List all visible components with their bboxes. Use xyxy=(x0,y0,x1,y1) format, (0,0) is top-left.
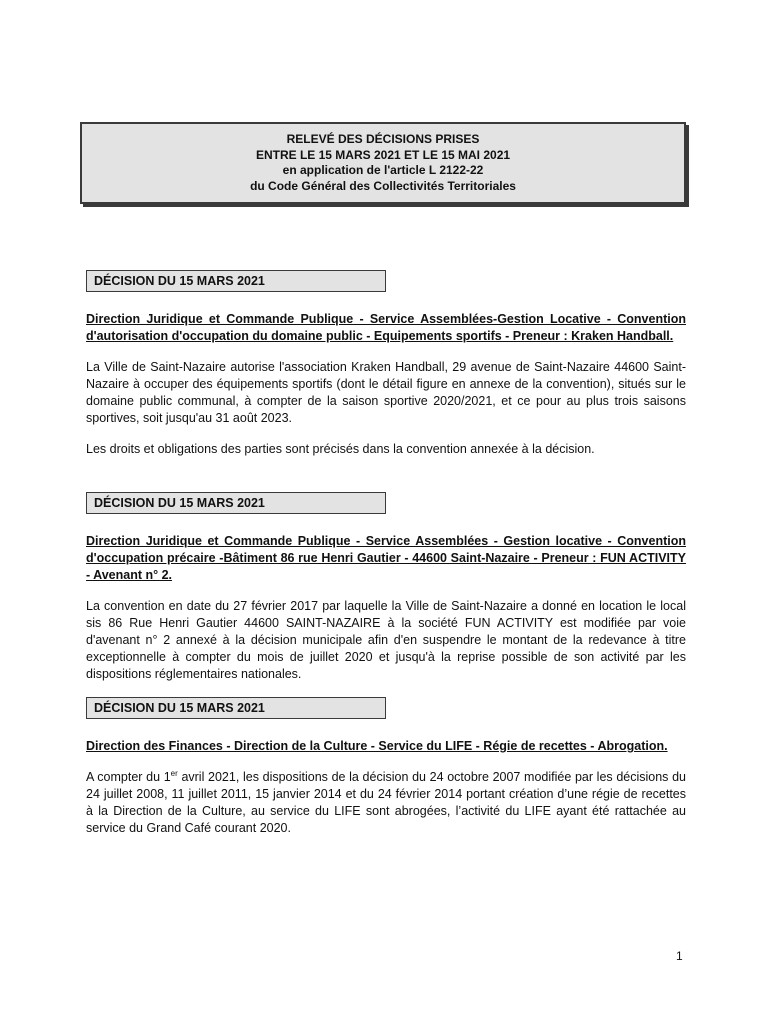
paragraph-text-start: A compter du 1 xyxy=(86,770,171,784)
paragraph-text-end: avril 2021, les dispositions de la décision du 24 octobre 2007 modifiée par les décisions du 24 juillet 2008, 11 juillet 2011, 15 janvier 2014 et du 24 février 2014 portant création d’une régie de recettes à la Direction de la Culture, au service du LIFE sont abrogées, l’activité du LIFE ayant été rattachée au service du Grand Café courant 2020. xyxy=(86,770,687,835)
title-line-2: ENTRE LE 15 MARS 2021 ET LE 15 MAI 2021 xyxy=(255,147,511,162)
decision-paragraph: La convention en date du 27 février 2017 par laquelle la Ville de Saint-Nazaire a donné en location le local sis 86 Rue Henri Gautier 44600 SAINT-NAZAIRE à la société FUN ACTIVITY est modifiée par voie d'avenant n° 2 annexé à la décision municipale afin d'en suspendre le montant de la redevance à titre exceptionnelle à compter du mois de juillet 2020 et jusqu'à la reprise possible de son activité par les dispositions réglementaires nationales. xyxy=(86,599,686,681)
page-number: 1 xyxy=(676,949,683,963)
decision-title: Direction des Finances - Direction de la Culture - Service du LIFE - Régie de recettes - Abrogation. xyxy=(86,739,668,753)
decision-header: DÉCISION DU 15 MARS 2021 xyxy=(86,270,386,292)
decision-section-3 xyxy=(86,697,686,837)
decision-title: Direction Juridique et Commande Publique - Service Assemblées-Gestion Locative - Convention d'autorisation d'occupation du domaine public - Equipements sportifs - Preneur : Kraken Handball. xyxy=(86,312,686,343)
decision-paragraph xyxy=(86,769,686,837)
superscript: er xyxy=(170,768,178,778)
decision-header: DÉCISION DU 15 MARS 2021 xyxy=(86,492,386,514)
title-line-3: en application de l'article L 2122-22 xyxy=(282,163,484,177)
decision-title: Direction Juridique et Commande Publique - Service Assemblées - Gestion locative - Convention d'occupation précaire -Bâtiment 86 rue Henri Gautier - 44600 Saint-Nazaire - Preneur : FUN ACTIVITY - Avenant n° 2. xyxy=(86,534,686,582)
title-line-1: RELEVÉ DES DÉCISIONS PRISES xyxy=(286,132,480,146)
document-title-box xyxy=(80,122,686,204)
decision-header: DÉCISION DU 15 MARS 2021 xyxy=(86,697,386,719)
decision-paragraph: La Ville de Saint-Nazaire autorise l'association Kraken Handball, 29 avenue de Saint-Nazaire 44600 Saint-Nazaire à occuper des équipements sportifs (dont le détail figure en annexe de la convention), situés sur le domaine public communal, à compter de la saison sportive 2020/2021, et ce pour au plus trois saisons sportives, soit jusqu'au 31 août 2023. xyxy=(86,360,686,425)
decision-section-1 xyxy=(86,270,686,458)
title-line-4: du Code Général des Collectivités Territoriales xyxy=(250,178,516,193)
decision-section-2 xyxy=(86,492,686,683)
decision-paragraph: Les droits et obligations des parties sont précisés dans la convention annexée à la décision. xyxy=(86,442,595,456)
